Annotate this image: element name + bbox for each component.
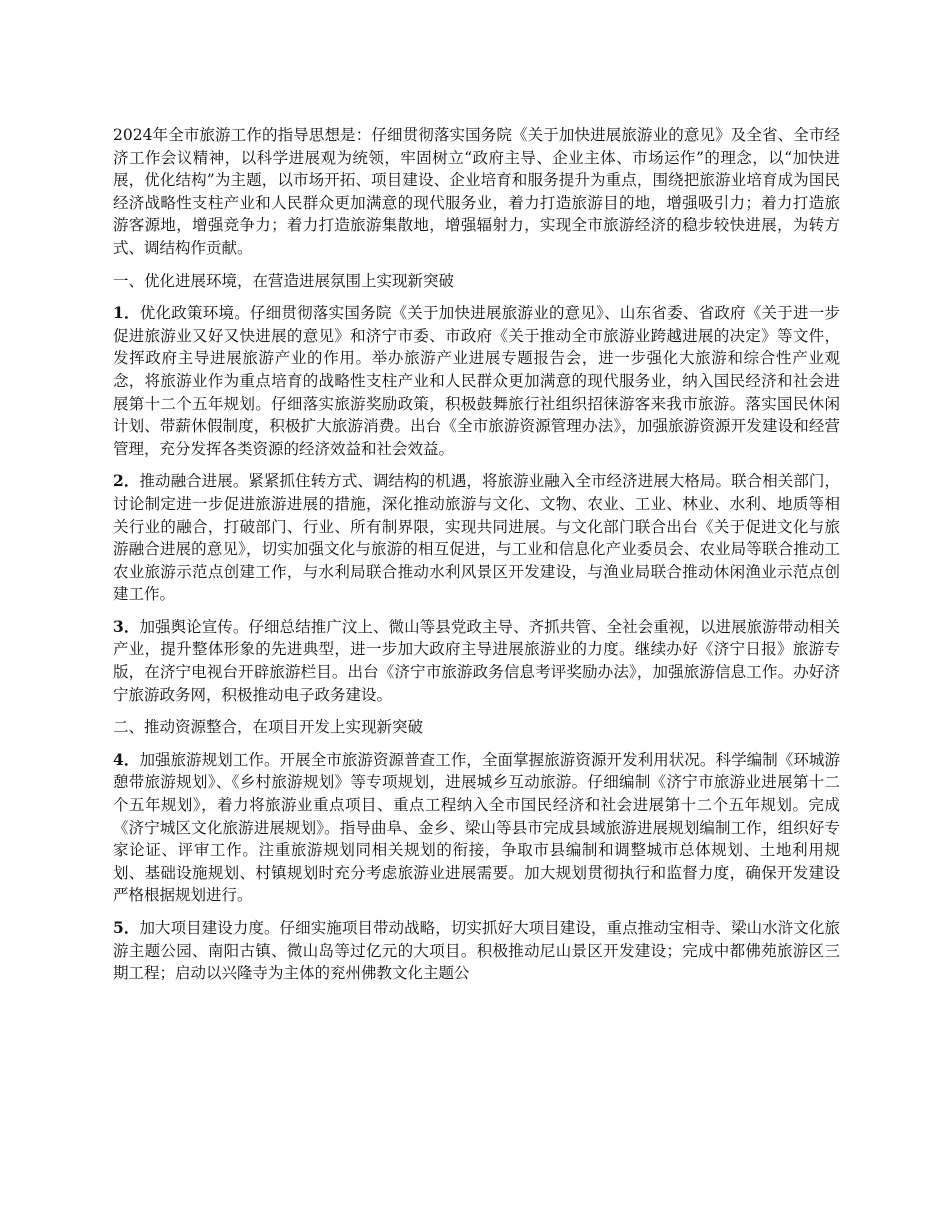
item-number: 1．	[113, 303, 140, 323]
paragraph-text: 优化政策环境。仔细贯彻落实国务院《关于加快进展旅游业的意见》、山东省委、省政府《关于进一步促进旅游业又好又快进展的意见》和济宁市委、市政府《关于推动全市旅游业跨越进展的决定》等文件，发挥政府主导进展旅游产业的作用。举办旅游产业进展专题报告会，进一步强化大旅游和综合性产业观念，将旅游业作为重点培育的战略性支柱产业和人民群众更加满意的现代服务业，纳入国民经济和社会进展第十二个五年规划。仔细落实旅游奖励政策，积极鼓舞旅行社组织招徕游客来我市旅游。落实国民休闲计划、带薪休假制度，积极扩大旅游消费。出台《全市旅游资源管理办法》，加强旅游资源开发建设和经营管理，充分发挥各类资源的经济效益和社会效益。	[113, 304, 840, 458]
item-paragraph-1	[113, 302, 840, 460]
item-paragraph-4	[113, 749, 840, 907]
paragraph-text: 加大项目建设力度。仔细实施项目带动战略，切实抓好大项目建设，重点推动宝相寺、梁山水浒文化旅游主题公园、南阳古镇、微山岛等过亿元的大项目。积极推动尼山景区开发建设；完成中都佛苑旅游区三期工程；启动以兴隆寺为主体的兖州佛教文化主题公	[113, 919, 840, 983]
item-number: 5．	[113, 918, 140, 937]
paragraph-text: 加强舆论宣传。仔细总结推广汶上、微山等县党政主导、齐抓共管、全社会重视，以进展旅游带动相关产业，提升整体形象的先进典型，进一步加大政府主导进展旅游业的力度。继续办好《济宁日报》旅游专版，在济宁电视台开辟旅游栏目。出台《济宁市旅游政务信息考评奖励办法》，加强旅游信息工作。办好济宁旅游政务网，积极推动电子政务建设。	[113, 617, 840, 704]
item-paragraph-2	[113, 470, 840, 606]
paragraph-text: 加强旅游规划工作。开展全市旅游资源普查工作，全面掌握旅游资源开发利用状况。科学编制《环城游憩带旅游规划》、《乡村旅游规划》等专项规划，进展城乡互动旅游。仔细编制《济宁市旅游业进展第十二个五年规划》，着力将旅游业重点项目、重点工程纳入全市国民经济和社会进展第十二个五年规划。完成《济宁城区文化旅游进展规划》。指导曲阜、金乡、梁山等县市完成县域旅游进展规划编制工作，组织好专家论证、评审工作。注重旅游规划同相关规划的衔接，争取市县编制和调整城市总体规划、土地利用规划、基础设施规划、村镇规划时充分考虑旅游业进展需要。加大规划贯彻执行和监督力度，确保开发建设严格根据规划进行。	[113, 750, 840, 905]
item-paragraph-3	[113, 616, 840, 706]
item-number: 4．	[113, 749, 140, 769]
heading-text: 一、优化进展环境，在营造进展氛围上实现新突破	[113, 271, 455, 290]
paragraph-text: 推动融合进展。紧紧抓住转方式、调结构的机遇，将旅游业融入全市经济进展大格局。联合相关部门，讨论制定进一步促进旅游进展的措施，深化推动旅游与文化、文物、农业、工业、林业、水利、地质等相关行业的融合，打破部门、行业、所有制界限，实现共同进展。与文化部门联合出台《关于促进文化与旅游融合进展的意见》，切实加强文化与旅游的相互促进，与工业和信息化产业委员会、农业局等联合推动工农业旅游示范点创建工作，与水利局联合推动水利风景区开发建设，与渔业局联合推动休闲渔业示范点创建工作。	[113, 472, 840, 604]
intro-paragraph	[113, 124, 840, 260]
item-paragraph-5	[113, 917, 840, 985]
item-number: 3．	[113, 616, 140, 636]
heading-text: 二、推动资源整合，在项目开发上实现新突破	[113, 718, 424, 737]
section-heading-2	[113, 716, 840, 739]
section-heading-1	[113, 270, 840, 293]
item-number: 2．	[113, 471, 140, 491]
paragraph-text: 2024年全市旅游工作的指导思想是：仔细贯彻落实国务院《关于加快进展旅游业的意见》及全省、全市经济工作会议精神，以科学进展观为统领，牢固树立“政府主导、企业主体、市场运作”的理念，以“加快进展，优化结构”为主题，以市场开拓、项目建设、企业培育和服务提升为重点，围绕把旅游业培育成为国民经济战略性支柱产业和人民群众更加满意的现代服务业，着力打造旅游目的地，增强吸引力；着力打造旅游客源地，增强竞争力；着力打造旅游集散地，增强辐射力，实现全市旅游经济的稳步较快进展，为转方式、调结构作贡献。	[113, 126, 840, 257]
